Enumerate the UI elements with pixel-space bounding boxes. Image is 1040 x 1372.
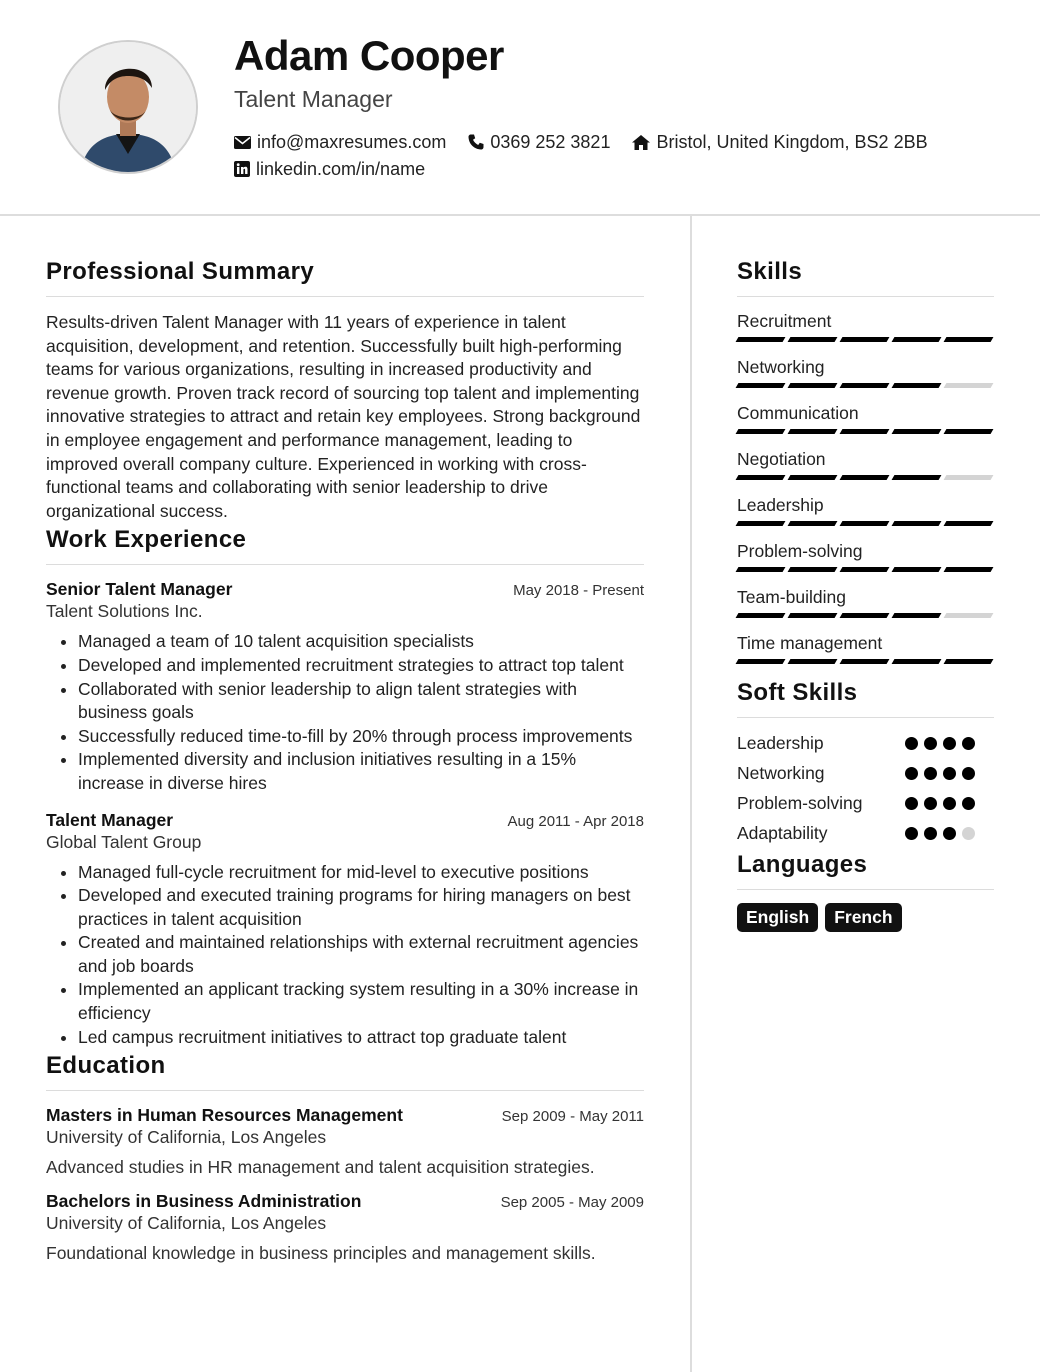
soft-skill-name: Networking [737,762,825,783]
education-dates: Sep 2009 - May 2011 [501,1108,644,1126]
email-contact[interactable] [234,132,446,153]
soft-skill-name: Problem-solving [737,792,863,813]
skill-level-segment [944,475,994,480]
linkedin-text: linkedin.com/in/name [256,158,426,179]
skill-item [737,587,994,618]
job-company: Talent Solutions Inc. [46,601,203,622]
skill-level-bar [737,659,994,664]
skill-level-segment [840,429,890,434]
skill-level-segment [944,613,994,618]
summary-section [46,258,644,523]
rating-dot [943,767,956,780]
rating-dot [905,827,918,840]
job-bullet: • Developed and implemented recruitment strategies to attract top talent [78,654,644,678]
rating-dot [943,737,956,750]
skill-item [737,403,994,434]
rating-dot [962,797,975,810]
experience-section [46,526,644,1049]
skill-level-segment [840,337,890,342]
skill-name: Negotiation [737,449,826,469]
skill-level-segment [892,613,942,618]
languages-heading: Languages [737,851,994,890]
home-icon [632,135,650,150]
skill-item [737,449,994,480]
skill-name: Time management [737,633,883,653]
skill-level-segment [944,337,994,342]
skill-name: Leadership [737,495,824,515]
phone-text: 0369 252 3821 [490,131,611,152]
skill-level-segment [840,475,890,480]
skill-level-segment [892,475,942,480]
skill-item [737,357,994,388]
job-bullet: • Created and maintained relationships with external recruitment agencies and job boards [78,931,644,978]
education-dates: Sep 2005 - May 2009 [500,1194,644,1212]
rating-dot [924,827,937,840]
language-tag: French [825,903,901,932]
rating-dot [905,737,918,750]
job-bullets [46,630,644,795]
skill-level-segment [944,521,994,526]
skill-level-bar [737,429,994,434]
job-bullets [46,861,644,1050]
rating-dot [962,767,975,780]
soft-skill-item [737,788,994,818]
skill-item [737,495,994,526]
skill-name: Recruitment [737,311,832,331]
soft-skill-item [737,728,994,758]
languages-list [737,903,994,932]
skill-level-segment [892,429,942,434]
rating-dot [943,827,956,840]
address-contact [632,132,927,153]
main-column [46,258,644,1264]
skill-level-segment [892,567,942,572]
skill-level-segment [788,659,838,664]
skill-level-bar [737,613,994,618]
skill-level-segment [944,383,994,388]
skill-level-segment [788,521,838,526]
education-description: Foundational knowledge in business principles and management skills. [46,1243,596,1264]
skill-name: Team-building [737,587,846,607]
skill-level-segment [788,567,838,572]
soft-skills-list [737,728,994,848]
job-dates: May 2018 - Present [513,582,644,600]
job-bullet: • Implemented diversity and inclusion initiatives resulting in a 15% increase in diverse hires [78,748,644,795]
skill-item [737,311,994,342]
skill-level-segment [736,337,786,342]
skill-level-segment [788,475,838,480]
rating-dot [962,827,975,840]
address-text: Bristol, United Kingdom, BS2 2BB [656,131,928,152]
summary-text: Results-driven Talent Manager with 11 years of experience in talent acquisition, development, and retention. Successfully built high-performing teams for various organizations, resulting in increased productivity and revenue growth. Proven track record of sourcing top talent and implementing innovative strategies to attract and retain key employees. Strong background in employee engagement and performance management, leading to improved overall company culture. Experienced in working with cross-functional teams and collaborating with senior leadership to drive organizational success. [46,312,641,521]
candidate-title: Talent Manager [234,86,393,112]
avatar [58,40,198,174]
skill-level-segment [736,659,786,664]
languages-section [737,851,994,932]
rating-dot [943,797,956,810]
resume-header [0,0,1040,216]
skill-level-segment [892,337,942,342]
soft-skills-heading: Soft Skills [737,679,994,718]
skill-level-segment [892,659,942,664]
job-title: Talent Manager [46,809,174,830]
skills-section [737,258,994,664]
rating-dot [924,797,937,810]
job-bullet: • Managed a team of 10 talent acquisition specialists [78,630,644,654]
summary-heading: Professional Summary [46,258,644,297]
column-divider [690,216,692,1372]
degree-title: Bachelors in Business Administration [46,1191,362,1212]
skill-name: Networking [737,357,825,377]
skill-level-segment [736,383,786,388]
education-section [46,1052,644,1264]
phone-contact[interactable] [468,132,610,153]
skill-level-segment [840,567,890,572]
linkedin-contact[interactable] [234,159,425,180]
skill-level-segment [788,613,838,618]
linkedin-icon [234,161,250,177]
skill-level-segment [788,383,838,388]
skill-level-segment [788,337,838,342]
rating-dot [924,767,937,780]
skill-level-bar [737,567,994,572]
envelope-icon [234,136,251,149]
skill-level-segment [840,613,890,618]
experience-heading: Work Experience [46,526,644,565]
skill-item [737,633,994,664]
job-entry [46,579,644,795]
skill-level-segment [840,659,890,664]
rating-dot [924,737,937,750]
language-tag: English [737,903,818,932]
school-name: University of California, Los Angeles [46,1213,327,1234]
job-bullet: • Developed and executed training programs for hiring managers on best practices in talent acquisition [78,884,644,931]
education-description: Advanced studies in HR management and talent acquisition strategies. [46,1157,595,1178]
job-bullet: • Managed full-cycle recruitment for mid-level to executive positions [78,861,644,885]
rating-dot [905,767,918,780]
skill-level-segment [788,429,838,434]
skill-level-segment [944,429,994,434]
skill-name: Problem-solving [737,541,863,561]
skill-level-segment [840,521,890,526]
job-entry [46,810,644,1050]
skill-level-segment [736,475,786,480]
job-dates: Aug 2011 - Apr 2018 [507,812,644,830]
rating-dot [962,737,975,750]
job-title: Senior Talent Manager [46,579,233,600]
contact-info [234,129,950,183]
soft-skill-item [737,818,994,848]
skill-level-segment [892,521,942,526]
soft-skills-section [737,679,994,848]
soft-skill-rating [905,827,975,840]
skill-level-segment [944,567,994,572]
rating-dot [905,797,918,810]
degree-title: Masters in Human Resources Management [46,1105,403,1126]
soft-skill-name: Leadership [737,732,824,753]
skills-heading: Skills [737,258,994,297]
job-company: Global Talent Group [46,831,202,852]
skill-item [737,541,994,572]
job-bullet: • Led campus recruitment initiatives to attract top graduate talent [78,1026,644,1050]
job-bullet: • Successfully reduced time-to-fill by 20% through process improvements [78,725,644,749]
skill-level-segment [736,429,786,434]
soft-skill-item [737,758,994,788]
skill-level-bar [737,475,994,480]
skill-level-segment [944,659,994,664]
email-text: info@maxresumes.com [257,131,447,152]
soft-skill-name: Adaptability [737,822,828,843]
skills-list [737,311,994,664]
soft-skill-rating [905,737,975,750]
skill-level-bar [737,521,994,526]
candidate-name: Adam Cooper [234,32,504,79]
education-entry [46,1191,644,1264]
skill-name: Communication [737,403,859,423]
school-name: University of California, Los Angeles [46,1127,327,1148]
skill-level-segment [736,567,786,572]
job-bullet: • Collaborated with senior leadership to align talent strategies with business goals [78,678,644,725]
skill-level-segment [736,613,786,618]
skill-level-segment [840,383,890,388]
education-heading: Education [46,1052,644,1091]
job-bullet: • Implemented an applicant tracking system resulting in a 30% increase in efficiency [78,978,644,1025]
education-entry [46,1105,644,1178]
phone-icon [468,134,484,150]
skill-level-segment [892,383,942,388]
side-column [737,258,994,932]
skill-level-bar [737,337,994,342]
soft-skill-rating [905,767,975,780]
skill-level-bar [737,383,994,388]
skill-level-segment [736,521,786,526]
soft-skill-rating [905,797,975,810]
